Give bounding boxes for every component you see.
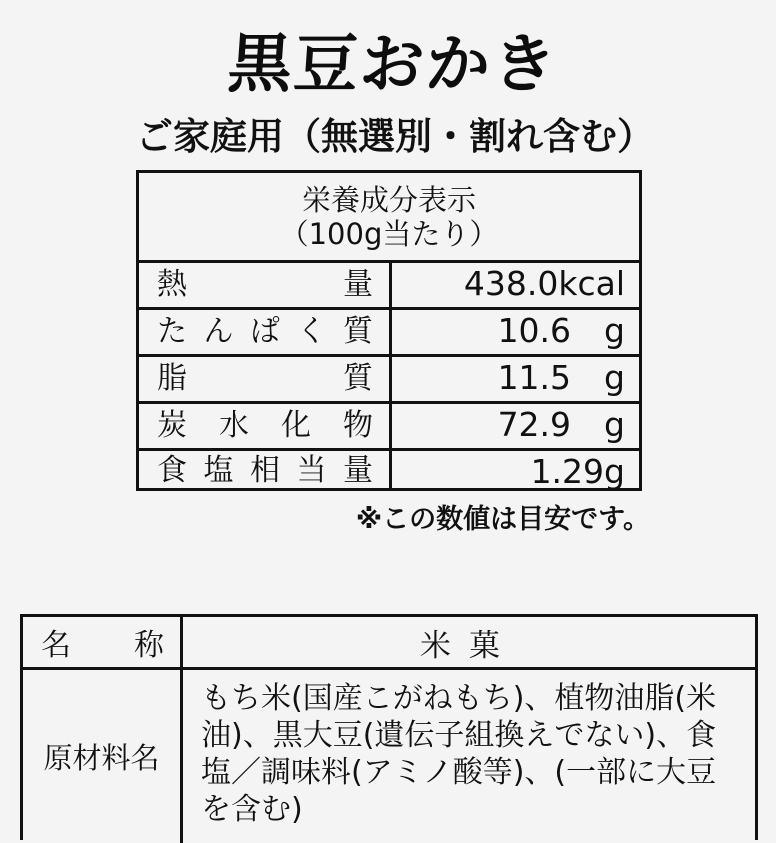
info-value-ingredients: もち米(国産こがねもち)、植物油脂(米油)、黒大豆(遺伝子組換えでない)、食塩／調味料(アミノ酸等)、(一部に大豆を含む)	[201, 681, 717, 827]
nutrition-row-protein	[139, 307, 639, 354]
info-row-name	[23, 617, 755, 670]
product-title: 黒豆おかき	[225, 27, 561, 102]
nutrition-header	[139, 173, 639, 260]
nutrition-subheading: （100g当たり）	[279, 217, 499, 251]
nutrition-value: 1.29g	[530, 452, 625, 491]
nutrition-label	[139, 357, 392, 401]
label-char: 相	[250, 453, 280, 488]
label-char: 炭	[157, 408, 187, 443]
label-char: 脂	[157, 361, 187, 396]
label-char: た	[157, 314, 187, 349]
nutrition-note: ※この数値は目安です。	[355, 504, 650, 535]
label-char: 質	[343, 361, 373, 396]
product-subtitle: ご家庭用（無選別・割れ含む）	[136, 115, 654, 158]
nutrition-row-carbohydrate	[139, 401, 639, 448]
info-row-ingredients	[23, 670, 755, 843]
label-char: 称	[134, 628, 164, 663]
nutrition-label	[139, 451, 392, 491]
label-char: 水	[219, 408, 249, 443]
label-char: 食	[157, 453, 187, 488]
nutrition-heading: 栄養成分表示	[301, 183, 476, 217]
nutrition-value: 72.9 g	[497, 405, 625, 444]
info-value-name: 米菓	[420, 627, 518, 664]
info-label-name	[23, 617, 183, 667]
nutrition-label	[139, 404, 392, 448]
label-char: 塩	[203, 453, 234, 488]
info-label-ingredients: 原材料名	[23, 670, 183, 843]
label-char: 熱	[157, 267, 187, 302]
nutrition-value: 438.0kcal	[463, 264, 625, 303]
nutrition-table	[136, 170, 642, 491]
label-char: ぱ	[250, 314, 280, 349]
label-char: 物	[343, 408, 373, 443]
nutrition-label	[139, 310, 392, 354]
label-char: 当	[296, 453, 327, 488]
nutrition-value: 11.5 g	[497, 358, 625, 397]
nutrition-row-fat	[139, 354, 639, 401]
label-char: ん	[203, 314, 234, 349]
label-char: 量	[343, 453, 373, 488]
label-char: 量	[343, 267, 373, 302]
product-info-table	[20, 614, 758, 840]
nutrition-row-energy	[139, 260, 639, 307]
nutrition-label	[139, 263, 392, 307]
nutrition-row-salt	[139, 448, 639, 491]
label-char: 名	[41, 628, 71, 663]
label-char: 質	[343, 314, 373, 349]
label-char: 化	[281, 408, 311, 443]
label-char: く	[296, 314, 327, 349]
nutrition-value: 10.6 g	[497, 311, 625, 350]
